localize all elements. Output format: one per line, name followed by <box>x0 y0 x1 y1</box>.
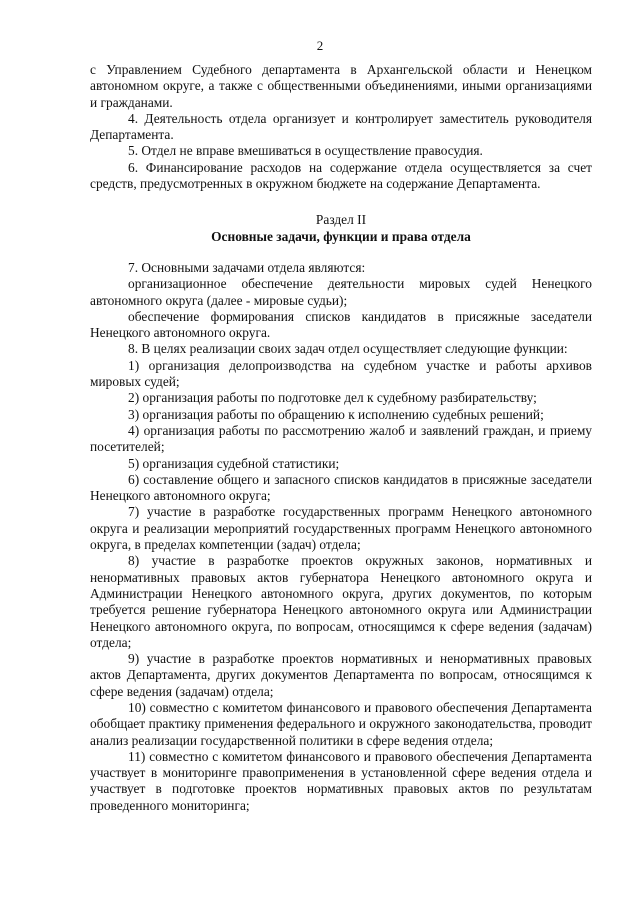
list-item: 11) совместно с комитетом финансового и правового обеспечения Департамента участвует в мониторинге правоприменения в установленной сфере ведения отдела и участвует в подготовке проектов нормативных правовых актов по результатам проведенного мониторинга; <box>90 748 592 813</box>
document-body <box>90 62 592 814</box>
list-item: 3) организация работы по обращению к исполнению судебных решений; <box>128 406 544 422</box>
section-label: Раздел II <box>315 212 367 228</box>
list-item: 4) организация работы по рассмотрению жалоб и заявлений граждан, и приему посетителей; <box>90 422 592 455</box>
list-item: 5) организация судебной статистики; <box>128 455 340 471</box>
paragraph: 8. В целях реализации своих задач отдел осуществляет следующие функции: <box>128 341 568 357</box>
spacer <box>90 245 592 260</box>
list-item: 8) участие в разработке проектов окружных законов, нормативных и ненормативных правовых актов губернатора Ненецкого автономного округа и Администрации Ненецкого автономного округа, других документов, по которым требуется решение губернатора Ненецкого автономного округа или Администрации Ненецкого автономного округа, по вопросам, относящимся к сфере ведения (задачам) отдела; <box>90 553 592 650</box>
list-item: 1) организация делопроизводства на судебном участке и работы архивов мировых судей; <box>90 357 592 390</box>
spacer <box>90 192 592 212</box>
paragraph: 5. Отдел не вправе вмешиваться в осуществление правосудия. <box>128 143 483 159</box>
list-item: 10) совместно с комитетом финансового и правового обеспечения Департамента обобщает практику применения федерального и окружного законодательства, проводит анализ реализации государственной политики в сфере ведения отдела; <box>90 699 592 748</box>
paragraph: с Управлением Судебного департамента в Архангельской области и Ненецком автономном округе, а также с общественными объединениями, иными организациями и гражданами. <box>90 62 592 110</box>
paragraph: 4. Деятельность отдела организует и контролирует заместитель руководителя Департамента. <box>90 110 592 143</box>
list-item: 9) участие в разработке проектов нормативных и ненормативных правовых актов Департамента, других документов Департамента по вопросам, относящимся к сфере ведения (задачам) отдела; <box>90 651 592 699</box>
paragraph: 7. Основными задачами отдела являются: <box>128 259 366 275</box>
section-title: Основные задачи, функции и права отдела <box>211 228 471 244</box>
paragraph: обеспечение формирования списков кандидатов в присяжные заседатели Ненецкого автономного округа. <box>90 308 592 341</box>
page-number: 2 <box>316 38 324 53</box>
list-item: 6) составление общего и запасного списков кандидатов в присяжные заседатели Ненецкого автономного округа; <box>90 471 592 504</box>
paragraph: 6. Финансирование расходов на содержание отдела осуществляется за счет средств, предусмотренных в окружном бюджете на содержание Департамента. <box>90 159 592 192</box>
list-item: 2) организация работы по подготовке дел к судебному разбирательству; <box>128 390 537 406</box>
paragraph: организационное обеспечение деятельности мировых судей Ненецкого автономного округа (далее - мировые судьи); <box>90 276 592 308</box>
list-item: 7) участие в разработке государственных программ Ненецкого автономного округа и реализации мероприятий государственных программ Ненецкого автономного округа, в пределах компетенции (задач) отдела; <box>90 504 592 553</box>
